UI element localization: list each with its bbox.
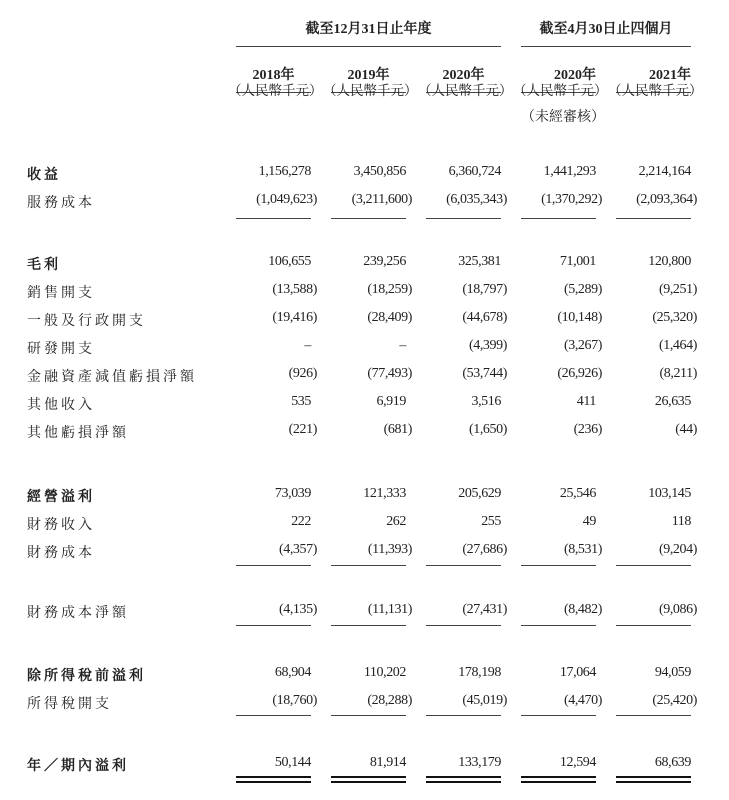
cell-value: 68,904 — [274, 665, 311, 680]
cell-value: (44) — [675, 422, 697, 437]
cell-value: – — [399, 338, 406, 353]
row-label: 財務成本淨額 — [27, 606, 129, 621]
subtotal-underline — [616, 565, 691, 566]
cell-value: (221) — [288, 422, 317, 437]
subtotal-underline — [521, 565, 596, 566]
cell-value: 6,919 — [376, 394, 406, 409]
row-label: 財務成本 — [27, 546, 95, 561]
row-label: 一般及行政開支 — [27, 314, 146, 329]
subtotal-underline — [521, 218, 596, 219]
column-year: 2018年 — [252, 68, 295, 83]
cell-value: 81,914 — [369, 755, 406, 770]
cell-value: 121,333 — [363, 486, 406, 501]
column-year: 2019年 — [347, 68, 390, 83]
subtotal-underline — [521, 625, 596, 626]
cell-value: 103,145 — [648, 486, 691, 501]
row-label: 金融資產減值虧損淨額 — [27, 370, 197, 385]
header-period-group: 截至4月30日止四個月 — [539, 22, 673, 37]
subtotal-underline — [426, 565, 501, 566]
cell-value: (236) — [573, 422, 602, 437]
cell-value: (11,393) — [367, 542, 412, 557]
subtotal-underline — [426, 625, 501, 626]
cell-value: 12,594 — [559, 755, 596, 770]
cell-value: 94,059 — [654, 665, 691, 680]
total-double-underline — [521, 776, 596, 778]
total-double-underline — [426, 776, 501, 778]
row-label: 收益 — [27, 168, 61, 183]
cell-value: (13,588) — [272, 282, 317, 297]
cell-value: 110,202 — [363, 665, 406, 680]
row-label: 其他虧損淨額 — [27, 426, 129, 441]
subtotal-underline — [331, 565, 406, 566]
cell-value: (10,148) — [557, 310, 602, 325]
cell-value: (18,797) — [462, 282, 507, 297]
cell-value: 205,629 — [458, 486, 501, 501]
unaudited-note: （未經審核） — [521, 110, 605, 125]
cell-value: (6,035,343) — [446, 192, 507, 207]
cell-value: 118 — [671, 514, 691, 529]
cell-value: (19,416) — [272, 310, 317, 325]
subtotal-underline — [236, 625, 311, 626]
cell-value: (1,370,292) — [541, 192, 602, 207]
cell-value: (26,926) — [557, 366, 602, 381]
cell-value: 120,800 — [648, 254, 691, 269]
row-label: 財務收入 — [27, 518, 95, 533]
cell-value: (25,320) — [652, 310, 697, 325]
column-unit: （人民幣千元） — [323, 83, 418, 98]
cell-value: 3,450,856 — [353, 164, 406, 179]
column-year: 2020年 — [554, 68, 596, 83]
cell-value: (9,204) — [658, 542, 697, 557]
cell-value: (11,131) — [367, 602, 412, 617]
subtotal-underline — [616, 715, 691, 716]
total-double-underline — [331, 781, 406, 783]
cell-value: 106,655 — [268, 254, 311, 269]
row-label: 服務成本 — [27, 196, 95, 211]
cell-value: 325,381 — [458, 254, 501, 269]
column-unit: （人民幣千元） — [513, 83, 608, 98]
column-unit: （人民幣千元） — [228, 83, 323, 98]
cell-value: 3,516 — [471, 394, 501, 409]
column-year: 2020年 — [442, 68, 485, 83]
cell-value: (28,288) — [367, 693, 412, 708]
cell-value: (18,259) — [367, 282, 412, 297]
subtotal-underline — [331, 715, 406, 716]
row-label: 其他收入 — [27, 398, 95, 413]
row-label: 經營溢利 — [27, 490, 95, 505]
subtotal-underline — [426, 218, 501, 219]
cell-value: (53,744) — [462, 366, 507, 381]
cell-value: (926) — [288, 366, 317, 381]
header-year-group: 截至12月31日止年度 — [305, 22, 432, 37]
cell-value: 262 — [386, 514, 406, 529]
cell-value: 1,441,293 — [543, 164, 596, 179]
cell-value: (27,686) — [462, 542, 507, 557]
cell-value: (25,420) — [652, 693, 697, 708]
subtotal-underline — [616, 625, 691, 626]
cell-value: 178,198 — [458, 665, 501, 680]
row-label: 除所得稅前溢利 — [27, 669, 146, 684]
total-double-underline — [236, 776, 311, 778]
cell-value: 26,635 — [654, 394, 691, 409]
row-label: 銷售開支 — [27, 286, 95, 301]
total-double-underline — [521, 781, 596, 783]
cell-value: 49 — [582, 514, 596, 529]
cell-value: (8,482) — [563, 602, 602, 617]
cell-value: 133,179 — [458, 755, 501, 770]
cell-value: 411 — [576, 394, 596, 409]
subtotal-underline — [236, 565, 311, 566]
cell-value: (77,493) — [367, 366, 412, 381]
total-double-underline — [236, 781, 311, 783]
cell-value: 239,256 — [363, 254, 406, 269]
row-label: 研發開支 — [27, 342, 95, 357]
cell-value: (8,211) — [659, 366, 697, 381]
cell-value: (27,431) — [462, 602, 507, 617]
cell-value: (4,470) — [563, 693, 602, 708]
total-double-underline — [331, 776, 406, 778]
total-double-underline — [616, 781, 691, 783]
cell-value: 535 — [291, 394, 311, 409]
cell-value: (18,760) — [272, 693, 317, 708]
cell-value: 6,360,724 — [448, 164, 501, 179]
divider — [236, 46, 501, 47]
cell-value: 50,144 — [274, 755, 311, 770]
cell-value: (681) — [383, 422, 412, 437]
row-label: 所得稅開支 — [27, 697, 112, 712]
cell-value: (2,093,364) — [636, 192, 697, 207]
column-unit: （人民幣千元） — [608, 83, 703, 98]
cell-value: (9,251) — [658, 282, 697, 297]
subtotal-underline — [426, 715, 501, 716]
total-double-underline — [616, 776, 691, 778]
cell-value: – — [304, 338, 311, 353]
cell-value: 71,001 — [559, 254, 596, 269]
row-label: 毛利 — [27, 258, 61, 273]
cell-value: (4,399) — [468, 338, 507, 353]
subtotal-underline — [331, 218, 406, 219]
cell-value: (4,357) — [278, 542, 317, 557]
cell-value: 222 — [291, 514, 311, 529]
subtotal-underline — [331, 625, 406, 626]
cell-value: 17,064 — [559, 665, 596, 680]
cell-value: 68,639 — [654, 755, 691, 770]
row-label: 年／期內溢利 — [27, 759, 129, 774]
subtotal-underline — [616, 218, 691, 219]
cell-value: 255 — [481, 514, 501, 529]
cell-value: (8,531) — [563, 542, 602, 557]
cell-value: 2,214,164 — [638, 164, 691, 179]
cell-value: (3,211,600) — [351, 192, 412, 207]
cell-value: (5,289) — [563, 282, 602, 297]
cell-value: 73,039 — [274, 486, 311, 501]
cell-value: (28,409) — [367, 310, 412, 325]
column-year: 2021年 — [649, 68, 691, 83]
cell-value: (1,650) — [468, 422, 507, 437]
cell-value: (9,086) — [658, 602, 697, 617]
cell-value: (3,267) — [563, 338, 602, 353]
cell-value: (44,678) — [462, 310, 507, 325]
cell-value: (1,464) — [658, 338, 697, 353]
total-double-underline — [426, 781, 501, 783]
subtotal-underline — [236, 218, 311, 219]
cell-value: (45,019) — [462, 693, 507, 708]
cell-value: (1,049,623) — [256, 192, 317, 207]
subtotal-underline — [521, 715, 596, 716]
cell-value: 1,156,278 — [258, 164, 311, 179]
cell-value: 25,546 — [559, 486, 596, 501]
cell-value: (4,135) — [278, 602, 317, 617]
divider — [521, 46, 691, 47]
column-unit: （人民幣千元） — [418, 83, 513, 98]
subtotal-underline — [236, 715, 311, 716]
